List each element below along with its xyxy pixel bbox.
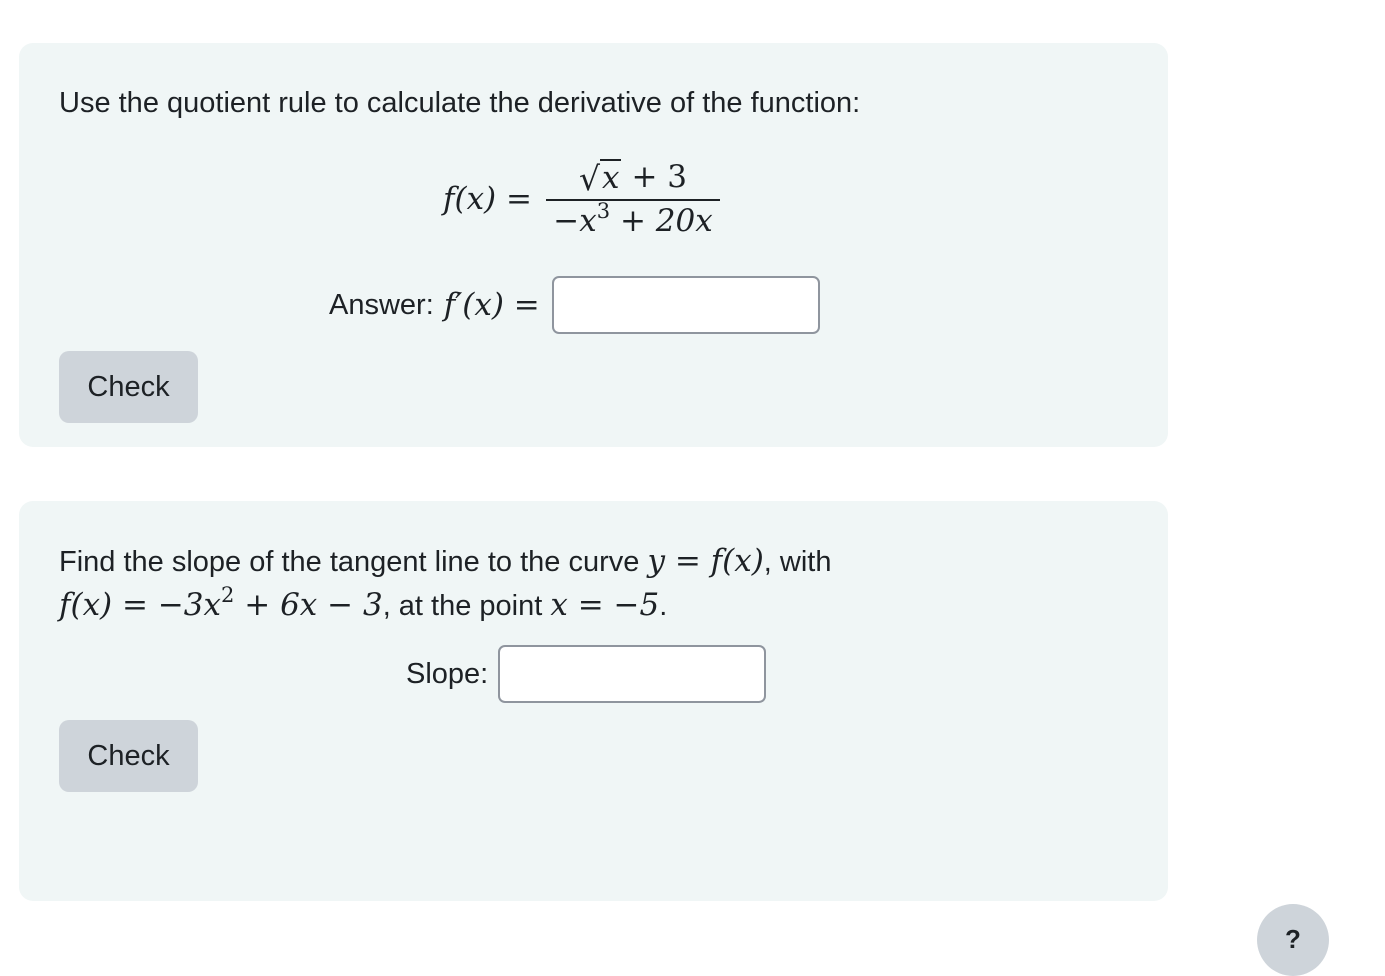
question-2-line-1: [59, 539, 831, 584]
function-def-b: + 6x − 3: [234, 587, 383, 623]
question-card-1: [19, 43, 1168, 447]
question-2-text-1: Find the slope of the tangent line to the curve: [59, 546, 648, 578]
slope-answer-input[interactable]: [498, 645, 766, 703]
slope-label: Slope:: [406, 657, 489, 690]
formula-fraction: [546, 159, 720, 239]
check-button-2[interactable]: Check: [59, 720, 198, 792]
answer-row-1: [329, 274, 820, 336]
question-1-prompt: Use the quotient rule to calculate the derivative of the function:: [59, 87, 861, 119]
formula-lhs: f(x) =: [443, 181, 532, 217]
denominator-exponent: 3: [596, 199, 611, 223]
curve-equation: y = f(x): [647, 543, 764, 579]
question-2-line-2: [59, 583, 667, 630]
function-formula: [443, 151, 720, 247]
help-button[interactable]: ?: [1257, 904, 1329, 976]
denominator-post: + 20x: [619, 203, 713, 239]
check-button-1[interactable]: Check: [59, 351, 198, 423]
function-definition: [59, 583, 383, 623]
radicand: x: [601, 160, 620, 196]
square-root: [578, 159, 622, 198]
radical-sign-icon: √: [578, 159, 600, 198]
answer-math: f′(x) =: [443, 287, 540, 323]
function-def-exponent: 2: [221, 583, 235, 607]
numerator-rest: + 3: [631, 159, 688, 195]
formula-numerator: [549, 159, 717, 199]
function-def-a: f(x) = −3x: [59, 587, 222, 623]
answer-row-2: [406, 643, 766, 705]
question-2-text-2: , with: [763, 546, 832, 578]
denominator-pre: −x: [553, 203, 597, 239]
answer-label: Answer:: [329, 288, 434, 321]
derivative-answer-input[interactable]: [552, 276, 820, 334]
point-equation: x = −5: [550, 587, 660, 623]
question-2-period: .: [659, 590, 668, 622]
question-card-2: [19, 501, 1168, 901]
question-2-text-3: , at the point: [382, 590, 551, 622]
formula-denominator: [553, 201, 712, 239]
